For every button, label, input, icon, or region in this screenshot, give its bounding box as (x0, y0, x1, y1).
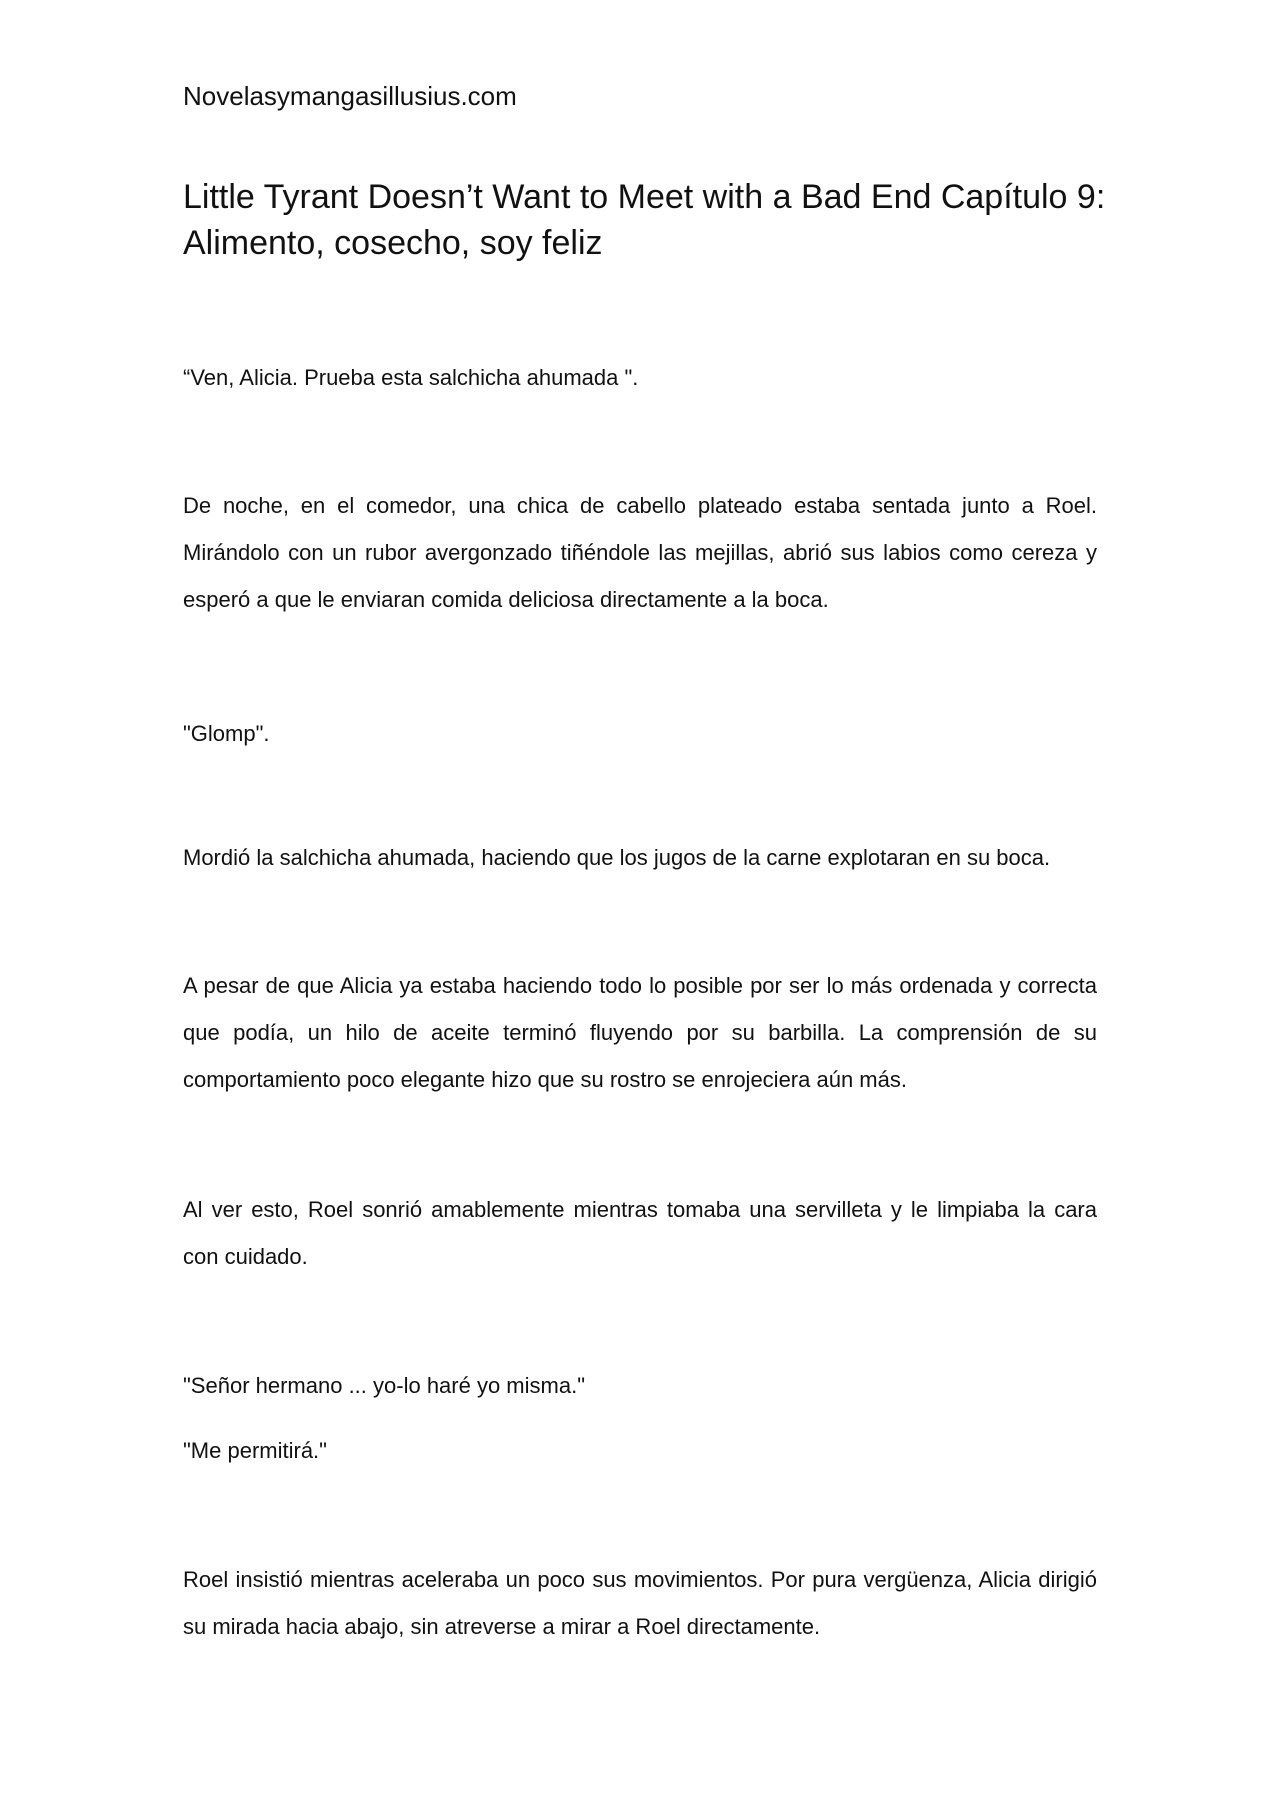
chapter-title: Little Tyrant Doesn’t Want to Meet with a Bad End Capítulo 9: Alimento, cosecho, soy feliz (183, 178, 1106, 262)
paragraph-2: De noche, en el comedor, una chica de cabello plateado estaba sentada junto a Roel. Mirándolo con un rubor avergonzado tiñéndole las mejillas, abrió sus labios como cereza y esperó a que le enviaran comida deliciosa directamente a la boca. (183, 493, 1097, 612)
paragraph-7: "Señor hermano ... yo-lo haré yo misma." (183, 1373, 586, 1398)
paragraph-3: "Glomp". (183, 721, 270, 746)
paragraph-1: “Ven, Alicia. Prueba esta salchicha ahumada ". (183, 365, 639, 390)
paragraph-4: Mordió la salchicha ahumada, haciendo que los jugos de la carne explotaran en su boca. (183, 845, 1051, 870)
paragraph-6: Al ver esto, Roel sonrió amablemente mientras tomaba una servilleta y le limpiaba la cara con cuidado. (183, 1197, 1097, 1269)
paragraph-8: "Me permitirá." (183, 1438, 327, 1463)
paragraph-9: Roel insistió mientras aceleraba un poco sus movimientos. Por pura vergüenza, Alicia dirigió su mirada hacia abajo, sin atreverse a mirar a Roel directamente. (183, 1567, 1097, 1639)
site-header: Novelasymangasillusius.com (183, 81, 517, 111)
paragraph-5: A pesar de que Alicia ya estaba haciendo todo lo posible por ser lo más ordenada y correcta que podía, un hilo de aceite terminó fluyendo por su barbilla. La comprensión de su comportamiento poco elegante hizo que su rostro se enrojeciera aún más. (183, 973, 1097, 1092)
